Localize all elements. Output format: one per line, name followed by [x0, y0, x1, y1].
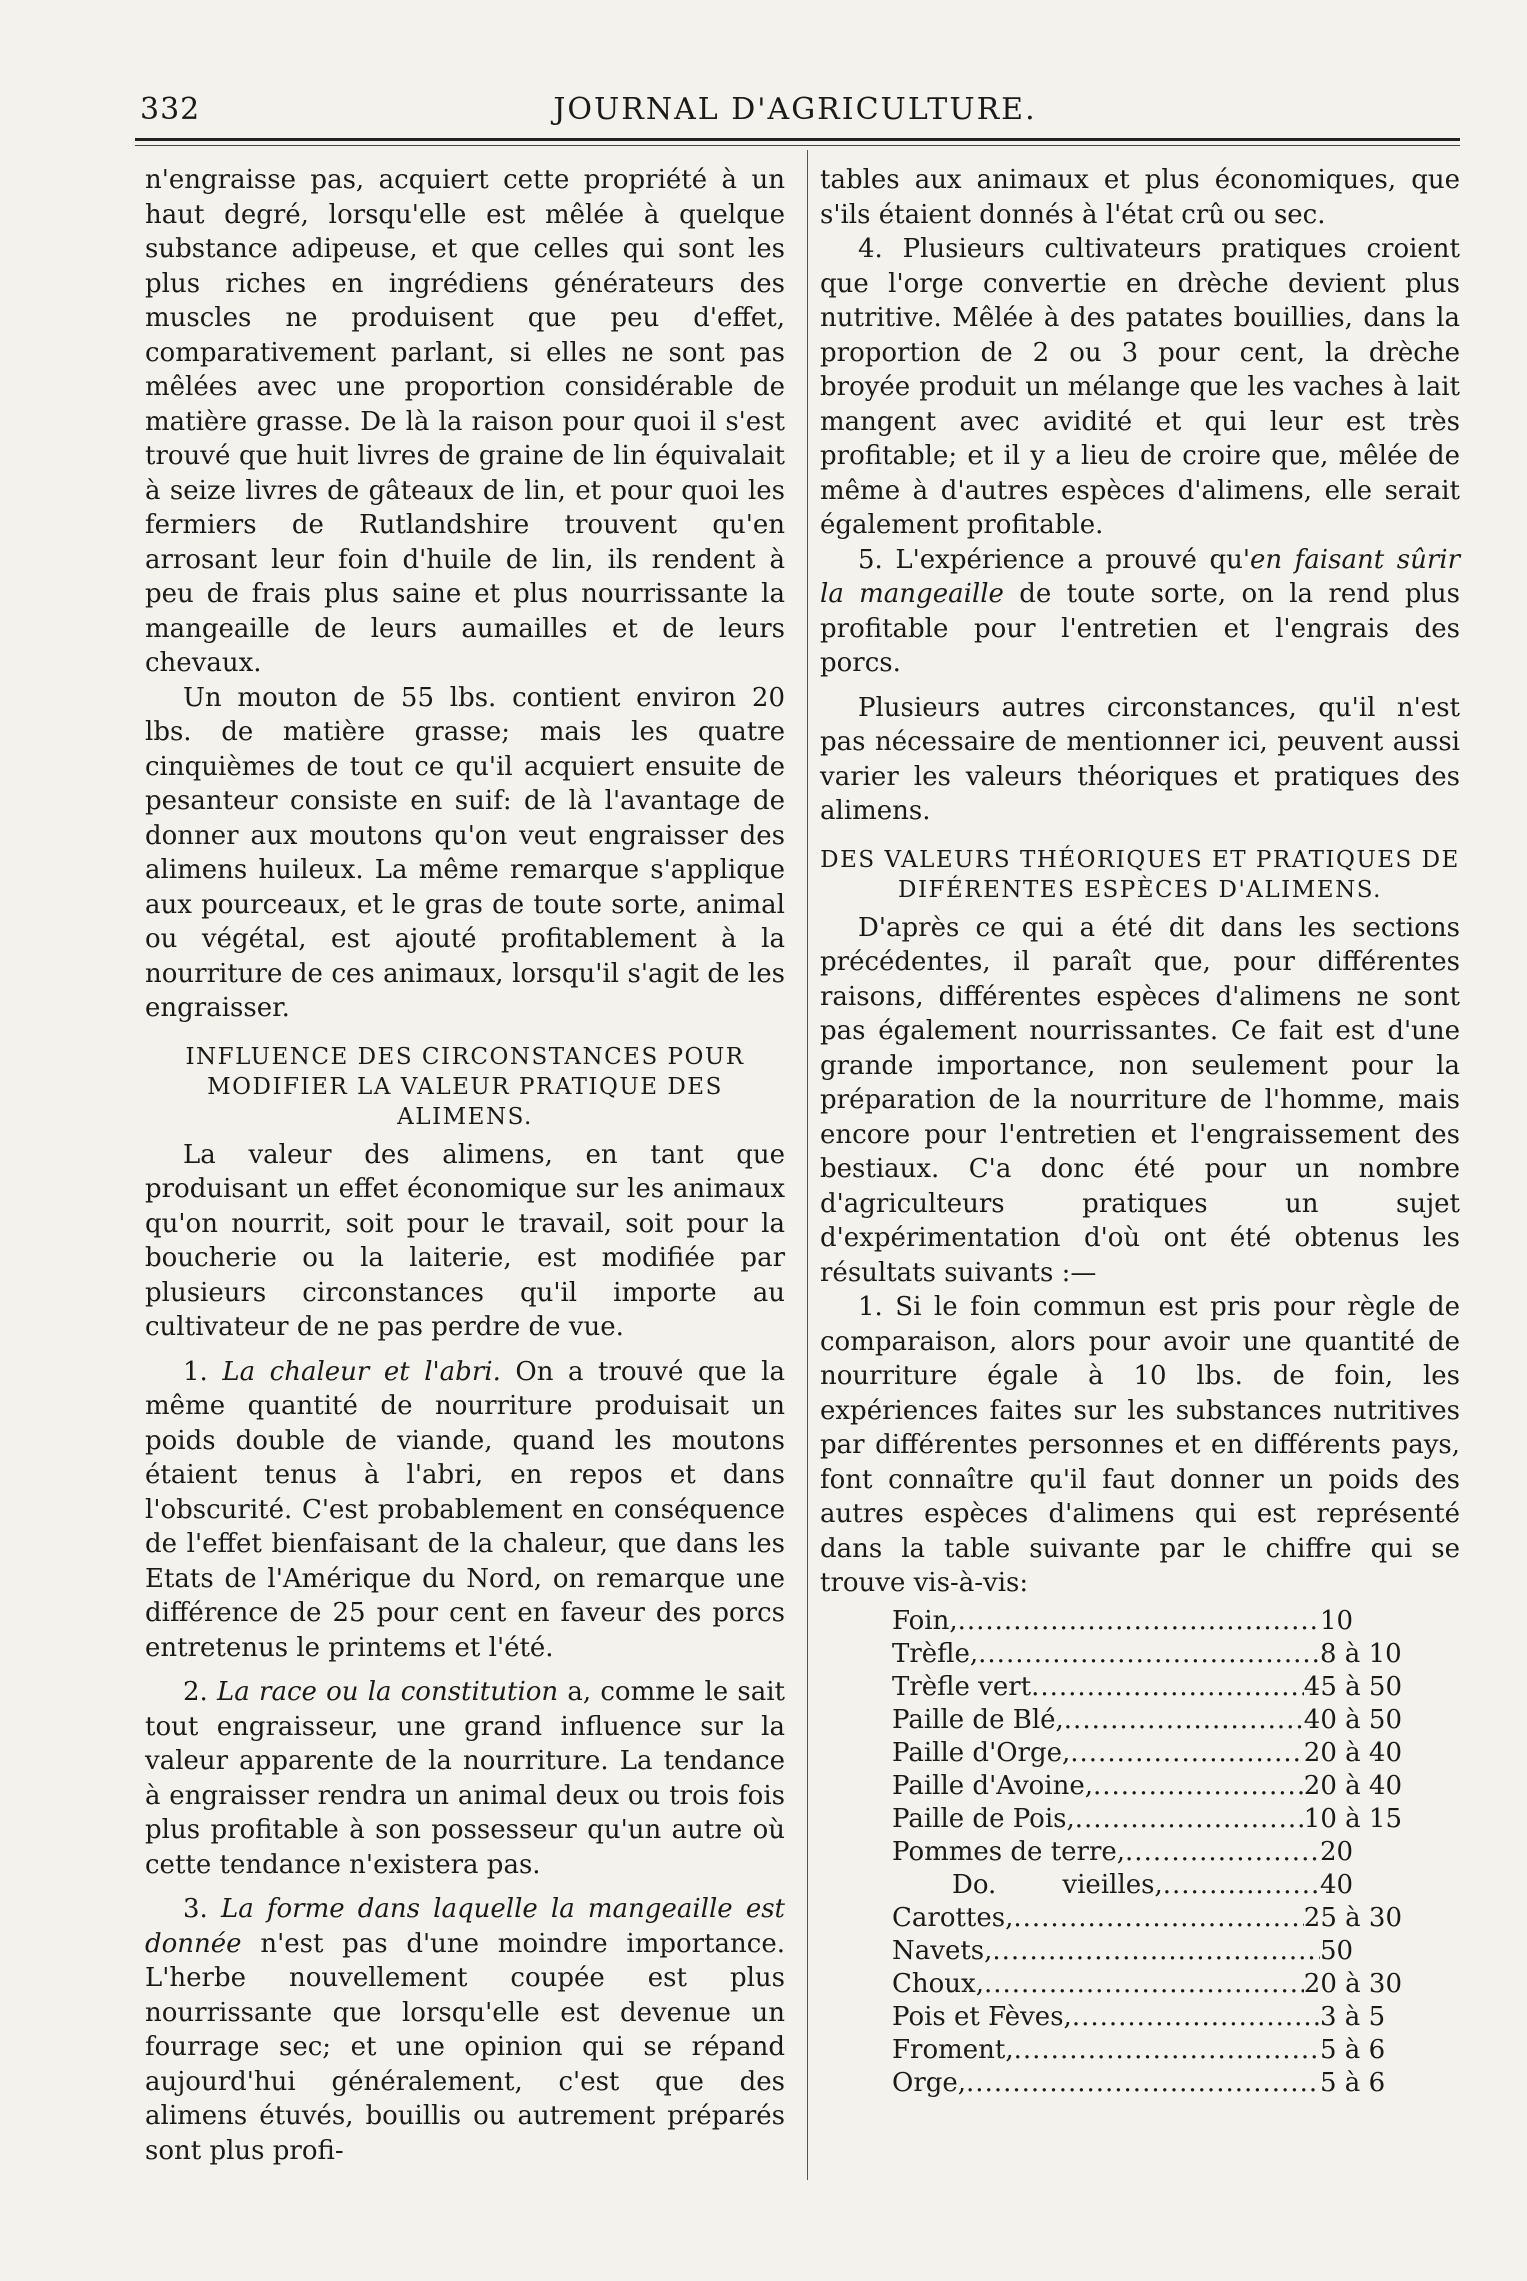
- paragraph: [145, 1892, 785, 2168]
- leader-dots: [1070, 1737, 1304, 1770]
- right-column: [820, 163, 1460, 2100]
- feed-value: 25 à 30: [1303, 1902, 1402, 1933]
- leader-dots: [958, 1605, 1320, 1638]
- feed-value: 40: [1320, 1869, 1354, 1900]
- feed-name: Paille de Pois,: [892, 1803, 1075, 1834]
- leader-dots: [984, 1968, 1304, 2001]
- paragraph: 4. Plusieurs cultivateurs pratiques croient que l'orge convertie en drèche devient plus nutritive. Mêlée à des patates bouillies, dans la proportion de 2 ou 3 pour cent, la drèche broyée produit un mélange que les vaches à lait mangent avec avidité et qui leur est très profitable; et il y a lieu de croire que, mêlée de même à d'autres espèces d'alimens, elle serait également profitable.: [820, 234, 1460, 540]
- feed-name: Pois et Fèves,: [892, 2001, 1072, 2032]
- paragraph: [145, 1355, 785, 1666]
- page-number: 332: [140, 92, 201, 127]
- feed-name: Orge,: [892, 2067, 967, 2098]
- leader-dots: [1072, 2001, 1320, 2034]
- header-rule: [135, 138, 1460, 141]
- leader-dots: [1163, 1869, 1320, 1902]
- table-row: [892, 1605, 1402, 1638]
- left-column: [145, 163, 785, 2168]
- journal-title: JOURNAL D'AGRICULTURE.: [553, 92, 1037, 127]
- table-row: [892, 2001, 1402, 2034]
- item-title: La race ou la constitution: [217, 1677, 559, 1707]
- feed-name: Paille de Blé,: [892, 1704, 1064, 1735]
- feed-name: Paille d'Avoine,: [892, 1770, 1093, 1801]
- paragraph: Plusieurs autres circonstances, qu'il n'est pas nécessaire de mentionner ici, peuvent aussi varier les valeurs théoriques et pratiques des alimens.: [820, 692, 1460, 826]
- feed-value: 10 à 15: [1303, 1803, 1402, 1834]
- table-row: [892, 1869, 1402, 1902]
- feed-name: Carottes,: [892, 1902, 1014, 1933]
- leader-dots: [1075, 1803, 1304, 1836]
- table-row: [892, 1836, 1402, 1869]
- section-heading: DES VALEURS THÉORIQUES ET PRATIQUES DE DIFÉRENTES ESPÈCES D'ALIMENS.: [820, 846, 1460, 903]
- item-text: a, comme le sait tout engraisseur, une grand influence sur la valeur apparente de la nourriture. La tendance à engraisser rendra un animal deux ou trois fois plus profitable à son possesseur qu'un autre où cette tendance n'existera pas.: [145, 1677, 786, 1880]
- item-number: 1.: [183, 1356, 208, 1387]
- feed-name: Pommes de terre,: [892, 1836, 1126, 1867]
- feed-value: 5 à 6: [1320, 2067, 1386, 2098]
- table-row: [892, 1935, 1402, 1968]
- paragraph: [820, 543, 1460, 681]
- feed-value: 20: [1320, 1836, 1354, 1867]
- leader-dots: [1093, 1770, 1304, 1803]
- paragraph: D'après ce qui a été dit dans les sections précédentes, il paraît que, pour différentes raisons, différentes espèces d'alimens ne sont pas également nourrissantes. Ce fait est d'une grande importance, non seulement pour la préparation de la nourriture de l'homme, mais encore pour l'entretien et l'engraissement des bestiaux. C'a donc été pour un nombre d'agriculteurs pratiques un sujet d'expérimentation d'où ont été obtenus les résultats suivants :—: [820, 912, 1460, 1288]
- table-row: [892, 1737, 1402, 1770]
- item-title: La chaleur et l'abri.: [222, 1356, 501, 1387]
- feed-value: 50: [1320, 1935, 1354, 1966]
- feed-name: Foin,: [892, 1605, 958, 1636]
- feed-name: Trèfle vert: [892, 1671, 1032, 1702]
- table-row: [892, 1803, 1402, 1836]
- feed-name: Navets,: [892, 1935, 993, 1966]
- feed-name: Choux,: [892, 1968, 984, 1999]
- leader-dots: [992, 1935, 1320, 1968]
- page-header: [130, 92, 1460, 138]
- feed-name: Do. vieilles,: [952, 1869, 1163, 1900]
- feed-name: Paille d'Orge,: [892, 1737, 1071, 1768]
- feed-value: 45 à 50: [1303, 1671, 1402, 1702]
- item-number: 5. L'expérience a prouvé qu': [858, 544, 1250, 575]
- feed-value: 10: [1320, 1605, 1354, 1636]
- section-heading: INFLUENCE DES CIRCONSTANCES POUR MODIFIER LA VALEUR PRATIQUE DES ALIMENS.: [185, 1043, 745, 1130]
- table-row: [892, 1671, 1402, 1704]
- feed-value: 40 à 50: [1303, 1704, 1402, 1735]
- column-divider: [807, 150, 808, 2180]
- feed-value: 20 à 40: [1303, 1737, 1402, 1768]
- feed-value: 8 à 10: [1320, 1638, 1402, 1669]
- table-row: [892, 1638, 1402, 1671]
- leader-dots: [1064, 1704, 1304, 1737]
- leader-dots: [978, 1638, 1320, 1671]
- feed-value: 20 à 30: [1303, 1968, 1402, 1999]
- paragraph: Un mouton de 55 lbs. contient environ 20 lbs. de matière grasse; mais les quatre cinquièmes de tout ce qu'il acquiert ensuite de pesanteur consiste en suif: de là l'avantage de donner aux moutons qu'on veut engraisser des alimens huileux. La même remarque s'applique aux pourceaux, et le gras de toute sorte, animal ou végétal, est ajouté profitablement à la nourriture de ces animaux, lorsqu'il s'agit de les engraisser.: [145, 682, 785, 1023]
- item-text: n'est pas d'une moindre importance. L'herbe nouvellement coupée est plus nourrissante que lorsqu'elle est devenue un fourrage sec; et une opinion qui se répand aujourd'hui généralement, c'est que des alimens étuvés, bouillis ou autrement préparés sont plus profi-: [145, 1928, 785, 2166]
- feed-value: 5 à 6: [1320, 2034, 1386, 2065]
- feed-value: 20 à 40: [1303, 1770, 1402, 1801]
- item-number: 2.: [183, 1677, 208, 1707]
- leader-dots: [1031, 1671, 1304, 1704]
- paragraph: 1. Si le foin commun est pris pour règle de comparaison, alors pour avoir une quantité de nourriture égale à 10 lbs. de foin, les expériences faites sur les substances nutritives par différentes personnes et en différents pays, font connaître qu'il faut donner un poids des autres espèces d'alimens qui est représenté dans la table suivante par le chiffre qui se trouve vis-à-vis:: [820, 1292, 1460, 1598]
- item-number: 3.: [183, 1894, 208, 1924]
- header-rule-thin: [135, 145, 1460, 146]
- feed-name: Trèfle,: [892, 1638, 979, 1669]
- table-row: [892, 1968, 1402, 2001]
- table-row: [892, 2034, 1402, 2067]
- table-row: [892, 1704, 1402, 1737]
- feed-value: 3 à 5: [1320, 2001, 1386, 2032]
- leader-dots: [966, 2067, 1320, 2100]
- item-title: en faisant sûrir la mangeaille: [820, 544, 1460, 609]
- paragraph: tables aux animaux et plus économiques, que s'ils étaient donnés à l'état crû ou sec.: [820, 165, 1460, 230]
- table-row: [892, 2067, 1402, 2100]
- item-text: On a trouvé que la même quantité de nourriture produisait un poids double de viande, quand les moutons étaient tenus à l'abri, en repos et dans l'obscurité. C'est probablement en conséquence de l'effet bienfaisant de la chaleur, que dans les Etats de l'Amérique du Nord, on remarque une différence de 25 pour cent en faveur des porcs entretenus le printems et l'été.: [145, 1356, 785, 1663]
- leader-dots: [1125, 1836, 1320, 1869]
- item-text: de toute sorte, on la rend plus profitable pour l'entretien et l'engrais des porcs.: [820, 579, 1460, 678]
- paragraph: La valeur des alimens, en tant que produisant un effet économique sur les animaux qu'on nourrit, soit pour le travail, soit pour la boucherie ou la laiterie, est modifiée par plusieurs circonstances qu'il importe au cultivateur de ne pas perdre de vue.: [145, 1139, 785, 1342]
- leader-dots: [1014, 2034, 1320, 2067]
- paragraph: [145, 1675, 785, 1882]
- paragraph: n'engraisse pas, acquiert cette propriété à un haut degré, lorsqu'elle est mêlée à quelque substance adipeuse, et que celles qui sont les plus riches en ingrédiens générateurs des muscles ne produisent que peu d'effet, comparativement parlant, si elles ne sont pas mêlées avec une proportion considérable de matière grasse. De là la raison pour quoi il s'est trouvé que huit livres de graine de lin équivalait à seize livres de gâteaux de lin, et pour quoi les fermiers de Rutlandshire trouvent qu'en arrosant leur foin d'huile de lin, ils rendent à peu de frais plus saine et plus nourrissante la mangeaille de leurs aumailles et de leurs chevaux.: [145, 165, 785, 678]
- item-title: La forme dans laquelle la mangeaille est donnée: [145, 1894, 786, 1959]
- table-row: [892, 1770, 1402, 1803]
- feed-equivalence-table: [892, 1605, 1402, 2100]
- feed-name: Froment,: [892, 2034, 1014, 2065]
- table-row: [892, 1902, 1402, 1935]
- leader-dots: [1013, 1902, 1303, 1935]
